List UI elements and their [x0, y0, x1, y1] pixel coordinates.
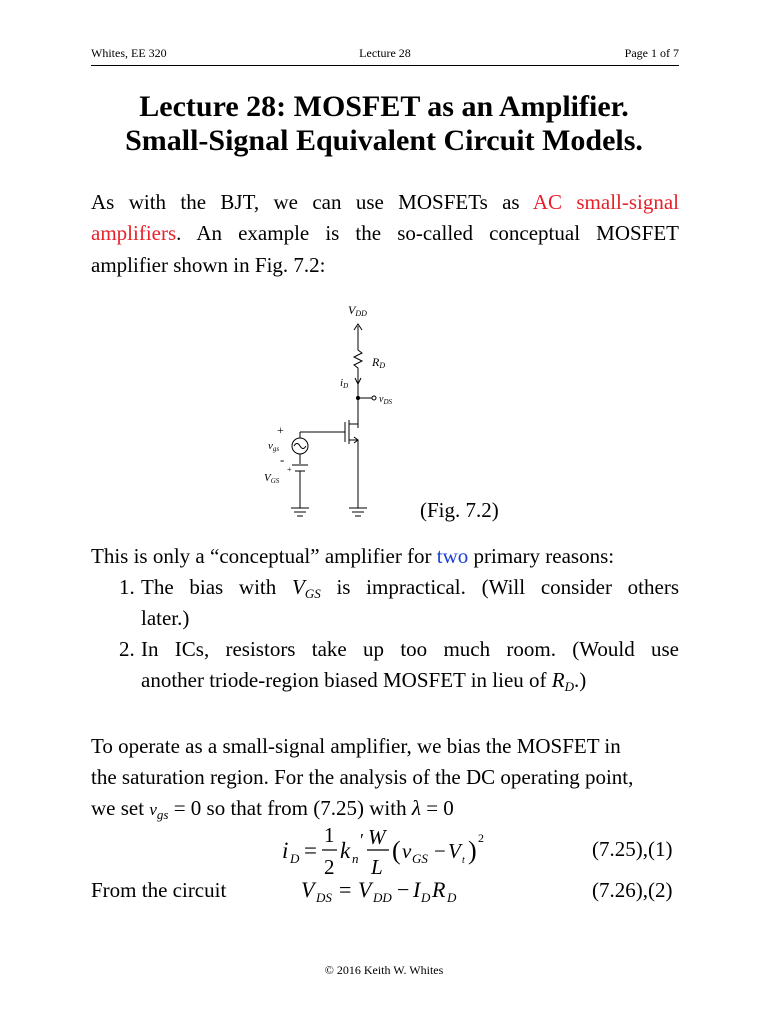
- battery-plus-sign: +: [287, 465, 292, 474]
- svg-text:2: 2: [324, 855, 335, 878]
- vdd-label: V: [348, 303, 356, 317]
- vdd-subscript: DD: [355, 309, 367, 318]
- id-subscript: D: [343, 382, 349, 390]
- svg-text:k: k: [340, 838, 351, 863]
- svg-text:L: L: [371, 855, 383, 878]
- vgs-small-label: v: [268, 440, 273, 452]
- vds-subscript: DS: [383, 398, 393, 406]
- source-minus-sign: -: [280, 452, 285, 467]
- vgs-zero-expression: $v_{gs} = 0$: [149, 796, 202, 822]
- list-item-text: another triode-region biased MOSFET in lieu of: [141, 668, 547, 692]
- svg-text:v: v: [402, 839, 412, 863]
- svg-text:V: V: [358, 877, 372, 902]
- header-lecture: Lecture 28: [359, 46, 411, 60]
- svg-text:n: n: [352, 851, 359, 866]
- svg-text:′: ′: [360, 830, 364, 850]
- intro-text: As with the BJT, we can use MOSFETs as: [91, 190, 520, 214]
- rd-label: R: [372, 355, 380, 369]
- svg-text:−: −: [397, 877, 410, 902]
- list-item-2-line-2: [141, 665, 679, 702]
- svg-text:R: R: [432, 877, 446, 902]
- list-item-text: .): [574, 668, 587, 692]
- vgs-small-subscript: gs: [272, 445, 280, 453]
- list-item-1-line-2: later.): [141, 606, 190, 630]
- svg-text:(: (: [392, 836, 401, 865]
- intro-highlight: amplifiers: [91, 221, 177, 245]
- svg-text:=: =: [304, 838, 317, 863]
- header-rule: [91, 65, 679, 66]
- operate-text: we set: [91, 796, 145, 820]
- page-header: [91, 46, 679, 62]
- operate-line-1: To operate as a small-signal amplifier, we bias the MOSFET in: [91, 734, 621, 758]
- header-course: Whites, EE 320: [91, 46, 167, 60]
- equation-7-25-graphic: [282, 822, 522, 878]
- list-item-2-line-1: In ICs, resistors take up too much room. (Would use: [141, 637, 679, 661]
- svg-text:VGS: [264, 472, 280, 485]
- vgs-variable: $V_{GS}$: [292, 575, 321, 601]
- page-footer: © 2016 Keith W. Whites: [324, 963, 444, 977]
- id-label: i: [340, 377, 344, 389]
- svg-text:D: D: [421, 890, 431, 905]
- intro-line-3: amplifier shown in Fig. 7.2:: [91, 253, 326, 277]
- svg-text:VDD: [348, 303, 367, 318]
- equation-7-26-lead: From the circuit: [91, 878, 227, 902]
- reasons-text: primary reasons:: [473, 544, 615, 568]
- list-item-1-number: 1.: [119, 575, 135, 599]
- svg-text:D: D: [290, 851, 300, 866]
- svg-text:−: −: [434, 839, 446, 863]
- list-item-2-number: 2.: [119, 637, 135, 661]
- svg-text:DS: DS: [316, 890, 332, 905]
- list-item-text: is impractical. (Will consider others: [336, 575, 680, 599]
- svg-text:vgs: [268, 440, 279, 453]
- reasons-highlight: two: [436, 544, 469, 568]
- vds-label: v: [379, 394, 384, 405]
- circuit-diagram: [250, 296, 400, 526]
- svg-text:I: I: [413, 877, 421, 902]
- rd-subscript: D: [379, 361, 386, 370]
- intro-line-1: [91, 187, 679, 218]
- svg-text:vDS: [379, 394, 393, 406]
- svg-text:=: =: [339, 877, 352, 902]
- svg-text:V: V: [301, 877, 315, 902]
- svg-text:): ): [468, 836, 477, 865]
- reasons-intro: [91, 541, 614, 572]
- page-title: [60, 90, 708, 158]
- svg-text:1: 1: [324, 823, 335, 847]
- svg-text:W: W: [368, 825, 386, 849]
- svg-text:DD: DD: [373, 890, 392, 905]
- equation-7-26-number: (7.26),(2): [592, 878, 673, 902]
- source-plus-sign: +: [277, 423, 284, 437]
- operate-text: so that from (7.25) with: [206, 796, 407, 820]
- list-item-text: The bias with: [141, 575, 277, 599]
- equation-7-25: [282, 822, 522, 878]
- title-line-2: Small-Signal Equivalent Circuit Models.: [125, 124, 643, 157]
- figure-caption: (Fig. 7.2): [420, 498, 499, 522]
- lambda-zero-expression: λ = 0: [411, 796, 454, 820]
- svg-text:GS: GS: [412, 851, 428, 866]
- vgs-big-label: V: [264, 472, 271, 484]
- intro-line-2: [91, 218, 679, 249]
- svg-text:V: V: [448, 839, 461, 863]
- equation-7-26-graphic: [301, 872, 501, 908]
- reasons-text: This is only a “conceptual” amplifier for: [91, 544, 432, 568]
- intro-highlight: AC small-signal: [532, 190, 680, 214]
- svg-text:i: i: [282, 838, 289, 863]
- vgs-big-subscript: GS: [270, 477, 280, 485]
- equation-7-26: [301, 872, 501, 908]
- svg-text:RD: [371, 355, 385, 370]
- operate-line-2: the saturation region. For the analysis of the DC operating point,: [91, 765, 634, 789]
- rd-variable: $R_D$: [551, 668, 575, 694]
- svg-text:t: t: [462, 855, 465, 866]
- intro-text: . An example is the so-called conceptual MOSFET: [176, 221, 679, 245]
- header-page-number: Page 1 of 7: [624, 46, 679, 60]
- title-line-1: Lecture 28: MOSFET as an Amplifier.: [139, 90, 629, 123]
- svg-text:2: 2: [478, 831, 484, 845]
- svg-text:D: D: [447, 890, 457, 905]
- equation-7-25-number: (7.25),(1): [592, 837, 673, 861]
- svg-text:iD: [340, 377, 348, 390]
